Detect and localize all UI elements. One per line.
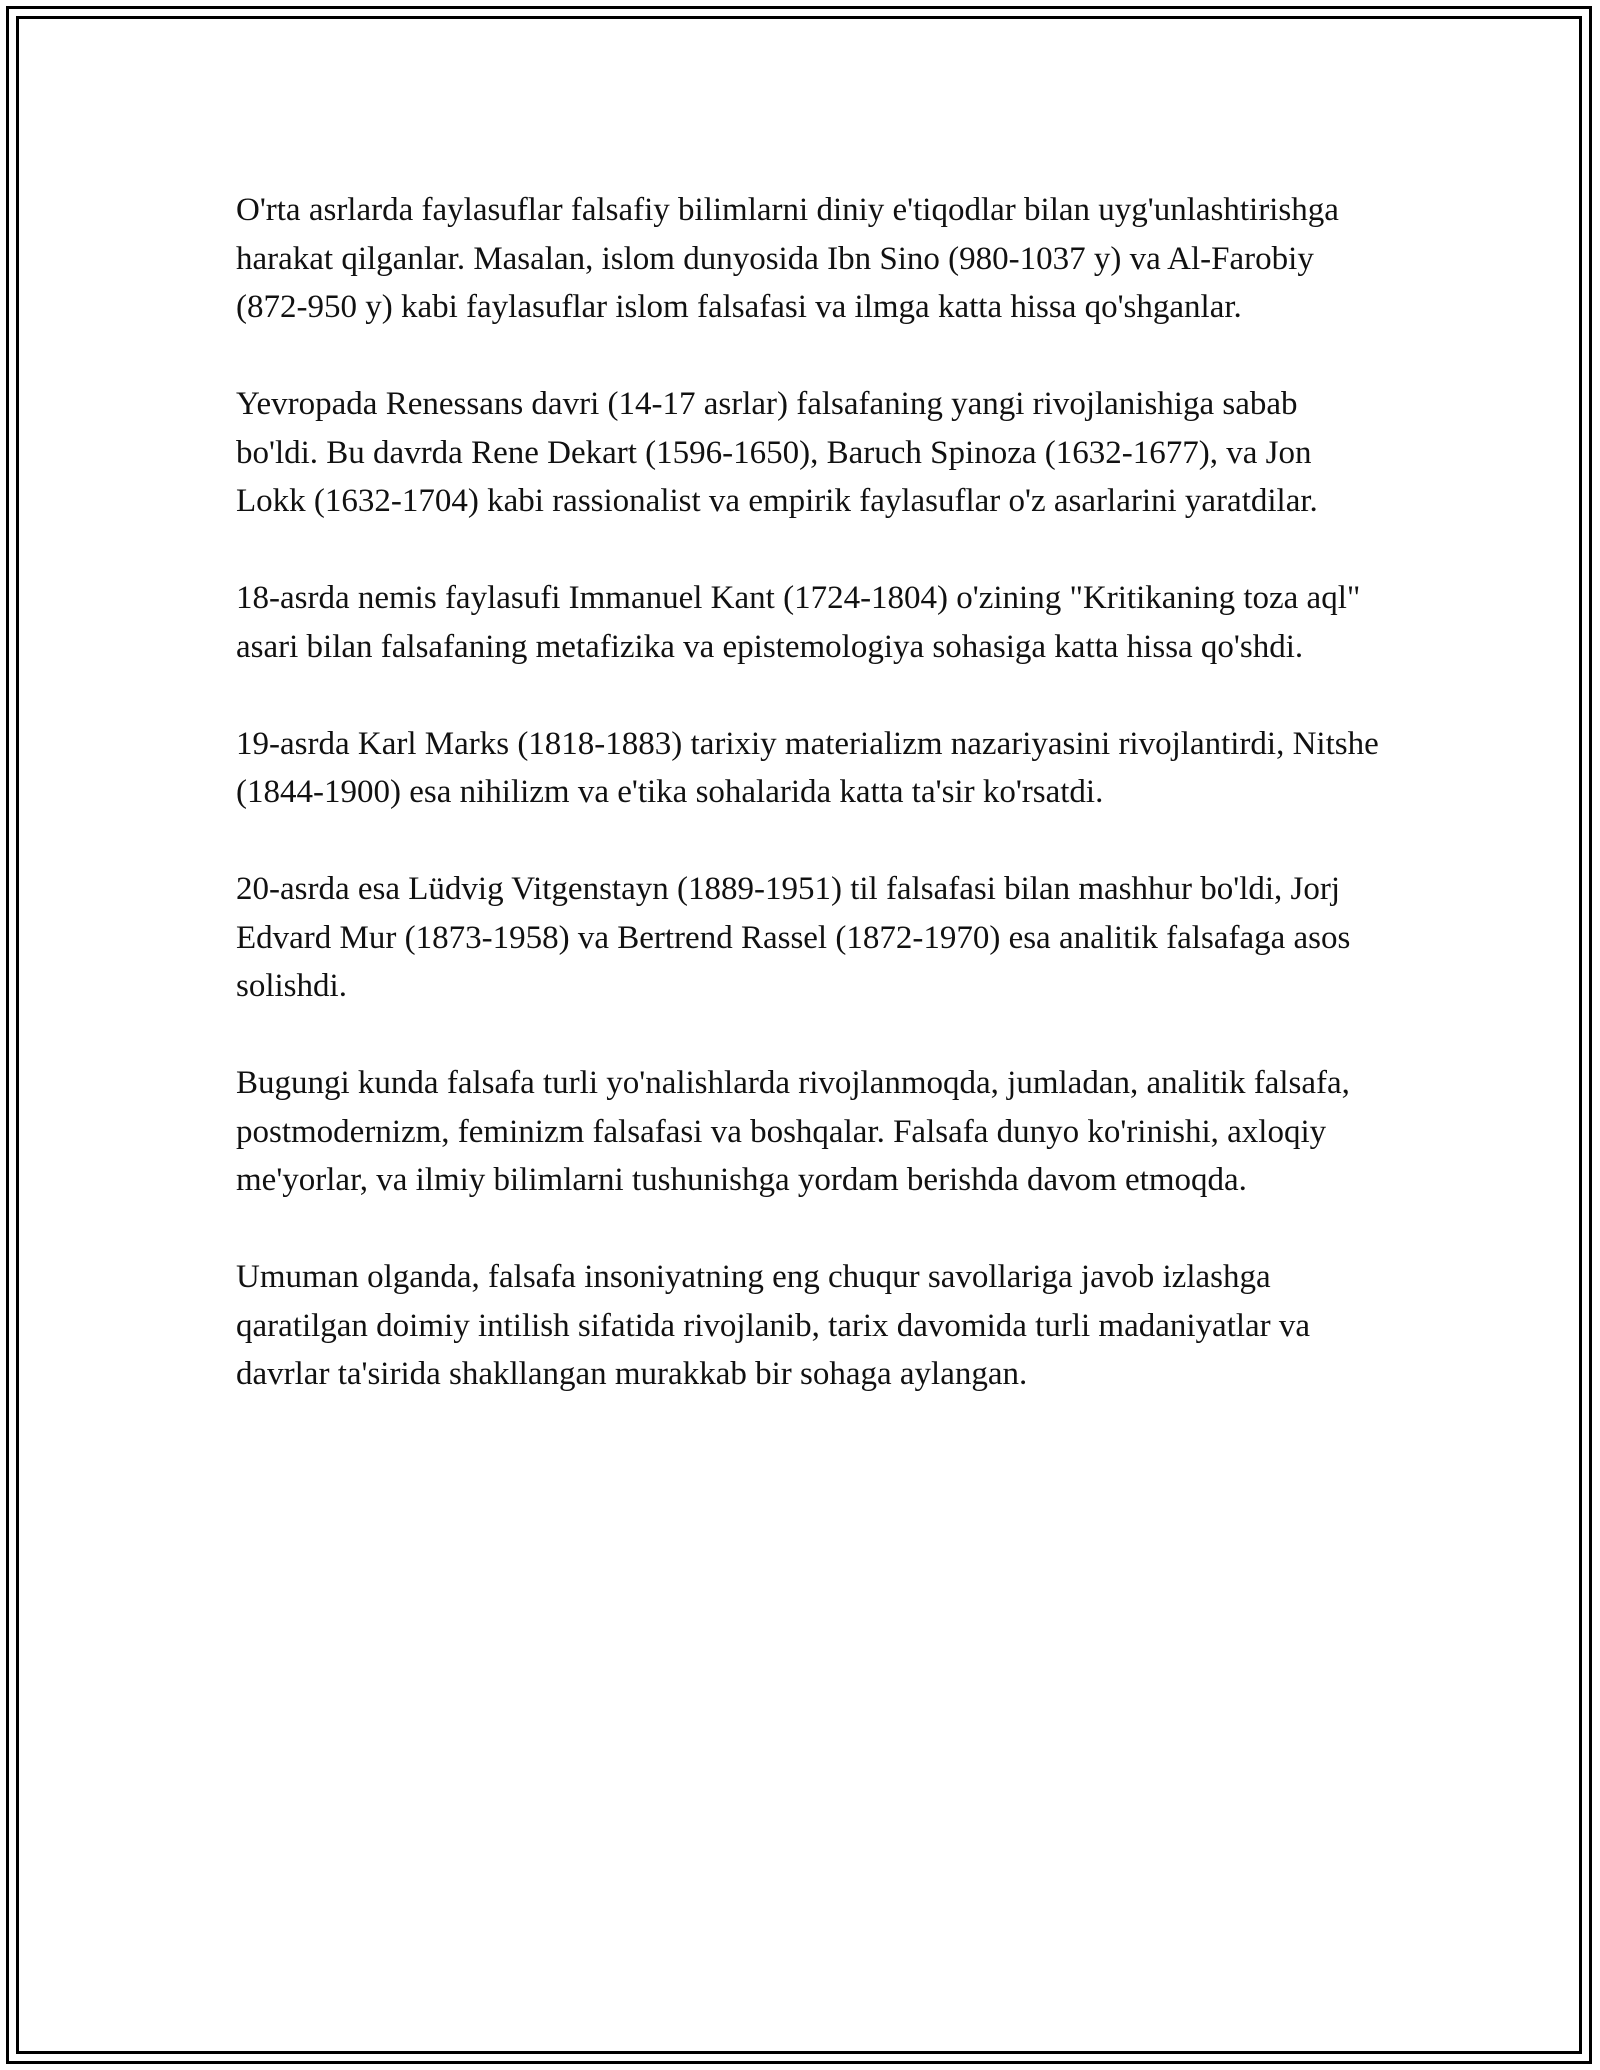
- paragraph-renaissance: Yevropada Renessans davri (14-17 asrlar) falsafaning yangi rivojlanishiga sabab bo'ldi. Bu davrda Rene Dekart (1596-1650), Baruch Spinoza (1632-1677), va Jon Lokk (1632-1704) kabi rassionalist va empirik faylasuflar o'z asarlarini yaratdilar.: [236, 386, 1318, 519]
- document-body: [236, 186, 1386, 1447]
- paragraph-18th-century: 18-asrda nemis faylasufi Immanuel Kant (1724-1804) o'zining "Kritikaning toza aql" asari bilan falsafaning metafizika va epistemologiya sohasiga katta hissa qo'shdi.: [236, 580, 1361, 665]
- paragraph-today: Bugungi kunda falsafa turli yo'nalishlarda rivojlanmoqda, jumladan, analitik falsafa, postmodernizm, feminizm falsafasi va boshqalar. Falsafa dunyo ko'rinishi, axloqiy me'yorlar, va ilmiy bilimlarni tushunishga yordam berishda davom etmoqda.: [236, 1065, 1350, 1198]
- paragraph-conclusion: Umuman olganda, falsafa insoniyatning eng chuqur savollariga javob izlashga qaratilgan doimiy intilish sifatida rivojlanib, tarix davomida turli madaniyatlar va davrlar ta'sirida shakllangan murakkab bir sohaga aylangan.: [236, 1259, 1311, 1392]
- paragraph-20th-century: 20-asrda esa Lüdvig Vitgenstayn (1889-1951) til falsafasi bilan mashhur bo'ldi, Jorj Edvard Mur (1873-1958) va Bertrend Rassel (1872-1970) esa analitik falsafaga asos solishdi.: [236, 871, 1351, 1004]
- paragraph-19th-century: 19-asrda Karl Marks (1818-1883) tarixiy materializm nazariyasini rivojlantirdi, Nitshe (1844-1900) esa nihilizm va e'tika sohalarida katta ta'sir ko'rsatdi.: [236, 725, 1379, 810]
- paragraph-middle-ages: O'rta asrlarda faylasuflar falsafiy bilimlarni diniy e'tiqodlar bilan uyg'unlashtirishga harakat qilganlar. Masalan, islom dunyosida Ibn Sino (980-1037 y) va Al-Farobiy (872-950 y) kabi faylasuflar islom falsafasi va ilmga katta hissa qo'shganlar.: [236, 192, 1339, 325]
